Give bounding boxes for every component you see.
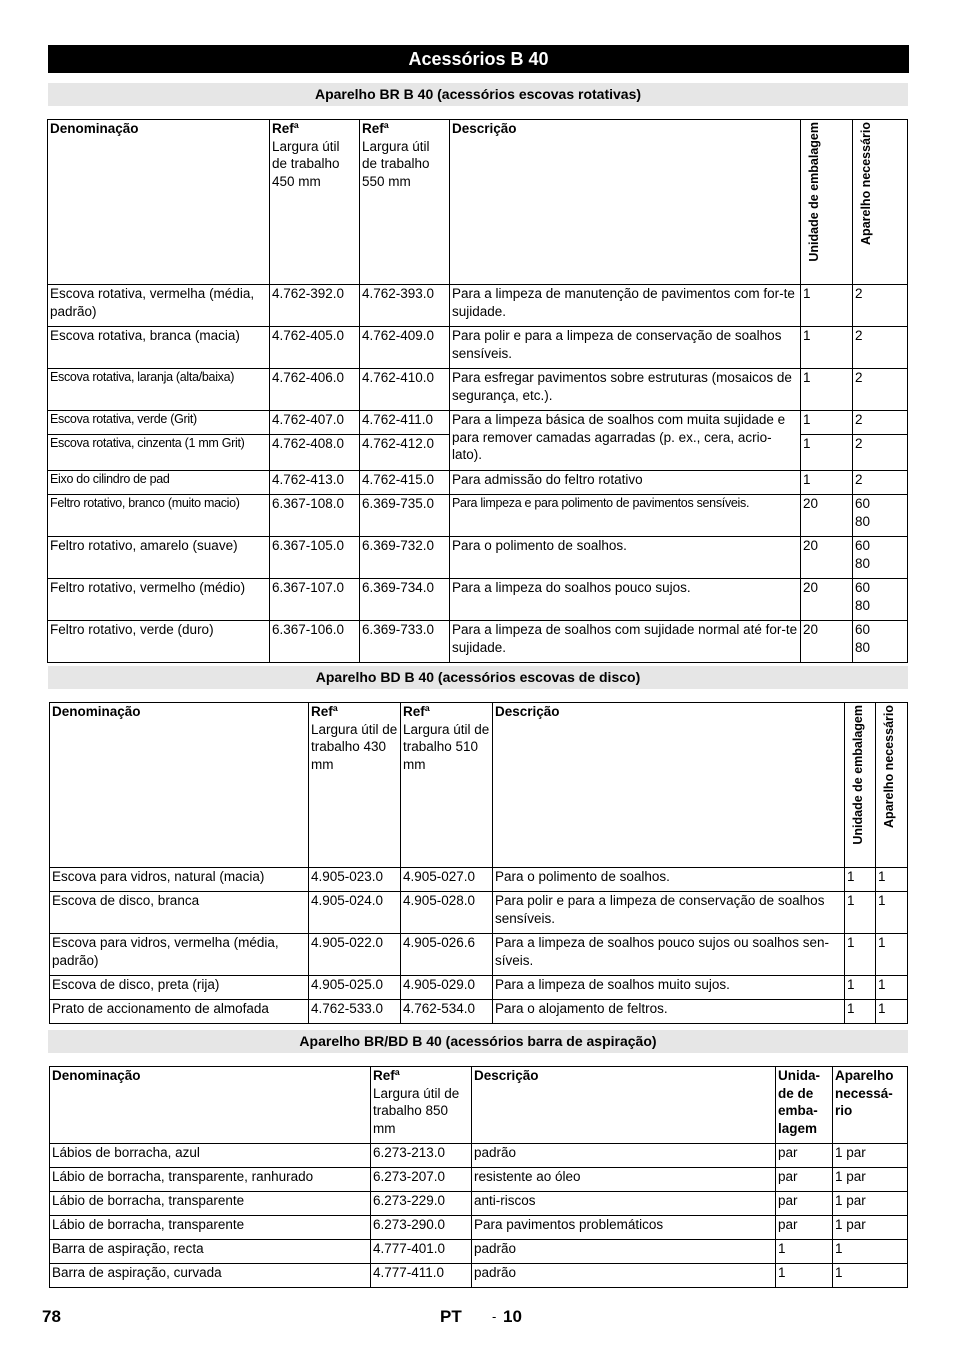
table-row: Feltro rotativo, verde (duro) 6.367-106.0 6.369-733.0 Para a limpeza de soalhos com sujidade normal até for-te sujidade. 20 60 80 <box>48 621 908 663</box>
col-header-name: Denominação <box>48 120 270 285</box>
table-row: Escova rotativa, laranja (alta/baixa) 4.762-406.0 4.762-410.0 Para esfregar pavimentos sobre estruturas (mosaicos de segurança, etc.). 1 2 <box>48 369 908 411</box>
col-header-ref550: Refª Largura útil de trabalho 550 mm <box>360 120 450 285</box>
section-title-br: Aparelho BR B 40 (acessórios escovas rotativas) <box>48 83 908 106</box>
col-header-need: Aparelho necessário <box>853 120 908 285</box>
table-row: Escova para vidros, vermelha (média, padrão) 4.905-022.0 4.905-026.6 Para a limpeza de soalhos pouco sujos ou soalhos sen-síveis. 1 1 <box>50 934 908 976</box>
table-row: Lábio de borracha, transparente 6.273-229.0 anti-riscos par 1 par <box>50 1192 908 1216</box>
col-header-unit: Unida-de de emba-lagem <box>776 1067 833 1144</box>
col-header-ref510: Refª Largura útil de trabalho 510 mm <box>401 703 493 868</box>
table-row: Escova rotativa, cinzenta (1 mm Grit) 4.762-408.0 4.762-412.0 1 2 <box>48 435 908 471</box>
section-page-number: 10 <box>503 1307 522 1326</box>
col-header-ref430: Refª Largura útil de trabalho 430 mm <box>309 703 401 868</box>
table-row: Lábio de borracha, transparente, ranhurado 6.273-207.0 resistente ao óleo par 1 par <box>50 1168 908 1192</box>
col-header-name: Denominação <box>50 703 309 868</box>
section-title-bd: Aparelho BD B 40 (acessórios escovas de disco) <box>48 666 908 689</box>
page-number: 78 <box>42 1307 61 1326</box>
section-title-suction-bar: Aparelho BR/BD B 40 (acessórios barra de aspiração) <box>48 1030 908 1053</box>
table-row: Lábio de borracha, transparente 6.273-290.0 Para pavimentos problemáticos par 1 par <box>50 1216 908 1240</box>
language-code: PT <box>440 1307 462 1326</box>
col-header-need: Aparelho necessá-rio <box>833 1067 908 1144</box>
col-header-name: Denominação <box>50 1067 371 1144</box>
table-row: Escova de disco, preta (rija) 4.905-025.0 4.905-029.0 Para a limpeza de soalhos muito sujos. 1 1 <box>50 976 908 1000</box>
table-row: Escova rotativa, verde (Grit) 4.762-407.0 4.762-411.0 Para a limpeza básica de soalhos com muita sujidade e para remover camadas agarradas (p. ex., cera, acrio-lato). 1 2 <box>48 411 908 435</box>
table-row: Prato de accionamento de almofada 4.762-533.0 4.762-534.0 Para o alojamento de feltros. 1 1 <box>50 1000 908 1024</box>
col-header-desc: Descrição <box>472 1067 776 1144</box>
table-row: Eixo do cilindro de pad 4.762-413.0 4.762-415.0 Para admissão do feltro rotativo 1 2 <box>48 471 908 495</box>
col-header-desc: Descrição <box>493 703 845 868</box>
table-row: Feltro rotativo, branco (muito macio) 6.367-108.0 6.369-735.0 Para limpeza e para polimento de pavimentos sensíveis. 20 60 80 <box>48 495 908 537</box>
table-suction-bar-accessories <box>49 1066 908 1288</box>
col-header-unit: Unidade de embalagem <box>845 703 876 868</box>
footer-separator: - <box>492 1309 497 1324</box>
table-row: Feltro rotativo, vermelho (médio) 6.367-107.0 6.369-734.0 Para a limpeza do soalhos pouco sujos. 20 60 80 <box>48 579 908 621</box>
col-header-need: Aparelho necessário <box>876 703 908 868</box>
table-row: Barra de aspiração, curvada 4.777-411.0 padrão 1 1 <box>50 1264 908 1288</box>
table-br-accessories <box>47 119 908 663</box>
page-title: Acessórios B 40 <box>48 45 909 73</box>
col-header-ref850: Refª Largura útil de trabalho 850 mm <box>371 1067 472 1144</box>
col-header-unit: Unidade de embalagem <box>801 120 853 285</box>
table-row: Escova rotativa, vermelha (média, padrão) 4.762-392.0 4.762-393.0 Para a limpeza de manutenção de pavimentos com for-te sujidade. 1 2 <box>48 285 908 327</box>
table-row: Barra de aspiração, recta 4.777-401.0 padrão 1 1 <box>50 1240 908 1264</box>
col-header-desc: Descrição <box>450 120 801 285</box>
table-row: Escova para vidros, natural (macia) 4.905-023.0 4.905-027.0 Para o polimento de soalhos. 1 1 <box>50 868 908 892</box>
table-row: Escova rotativa, branca (macia) 4.762-405.0 4.762-409.0 Para polir e para a limpeza de conservação de soalhos sensíveis. 1 2 <box>48 327 908 369</box>
col-header-ref450: Refª Largura útil de trabalho 450 mm <box>270 120 360 285</box>
table-row: Escova de disco, branca 4.905-024.0 4.905-028.0 Para polir e para a limpeza de conservação de soalhos sensíveis. 1 1 <box>50 892 908 934</box>
table-row: Lábios de borracha, azul 6.273-213.0 padrão par 1 par <box>50 1144 908 1168</box>
table-bd-accessories <box>49 702 908 1024</box>
table-row: Feltro rotativo, amarelo (suave) 6.367-105.0 6.369-732.0 Para o polimento de soalhos. 20 60 80 <box>48 537 908 579</box>
